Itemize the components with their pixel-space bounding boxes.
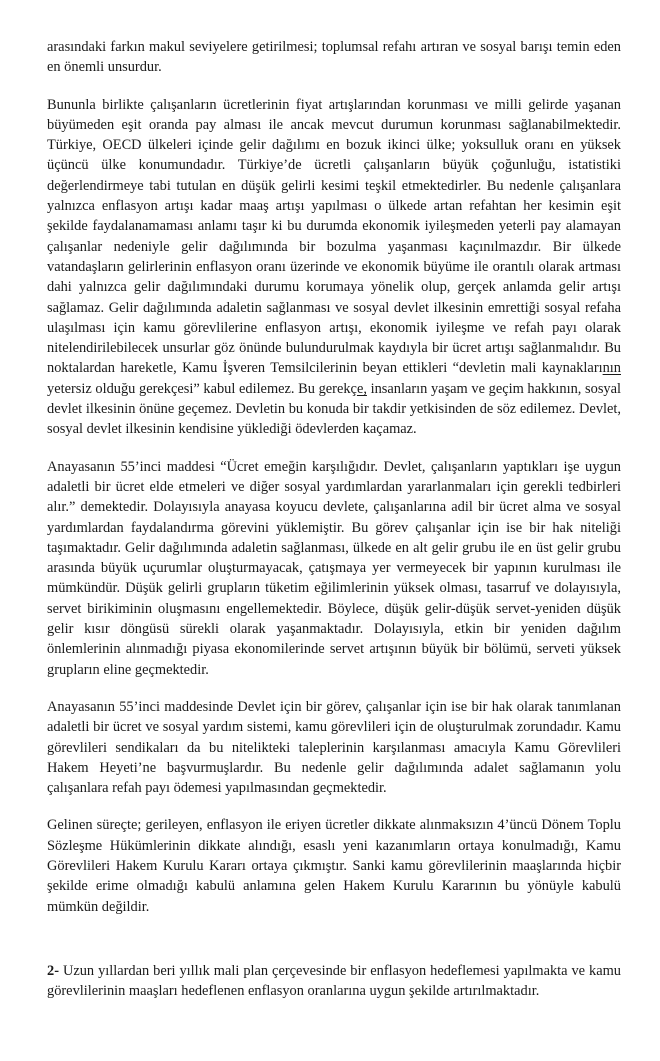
paragraph-text: insanların yaşam ve geçim hakkının, sosyal devlet ilkesinin önüne geçemez. Devletin bu konuda bir takdir yetkisinden de söz edilemez. Devlet, sosyal devlet ilkesinin kendisine yüklediği ödevlerden kaçamaz.: [47, 380, 622, 438]
paragraph-text: Bununla birlikte çalışanların ücretlerinin fiyat artışlarından korunması ve milli gelirde yaşanan büyümeden eşit oranda pay alması ile ancak mevcut durumun korunması sağlanabilmektedir. Türkiye, OECD ülkeleri içinde gelir dağılımı en bozuk ikinci ülke; yoksulluk oranı en yüksek üçüncü ülke konumundadır. Türkiye’de ücretli çalışanların büyük çoğunluğu, istatistiki değerlendirmeye tabi tutulan en düşük gelirli kesimi teşkil etmektedirler. Bu nedenle çalışanlara yalnızca enflasyon artışı kadar maaş artışı yapılması o ülkede artan refahtan her kesimin eşit şekilde faydalanamaması anlamı taşır ki bu durumda ekonomik iyileşmeden yeterli pay alamayan çalışanlar nedeniyle gelir dağılımında bir bozulma yaşanması kaçınılmazdır. Bir ülkede vatandaşların gelirlerinin enflasyon oranı üzerinde ve ekonomik büyüme ile orantılı olarak artması dahi yalnızca gelir dağılımındaki durumu korumaya yönelik olup, gerçek anlamda gelir artışı sağlamaz. Gelir dağılımında adaletin sağlanması ve sosyal devlet ilkesinin emrettiği sosyal refaha ulaşılması için kamu görevlilerine enflasyon artışı, ekonomik iyileşme ve refah payı olarak nitelendirilebilecek unsurlar göz önünde bulundurulmak kaydıyla bir ücret artışı sağlanmalıdır. Bu noktalardan hareketle, Kamu İşveren Temsilcilerinin beyan ettikleri “devletin mali kaynakları: [47, 96, 621, 377]
item-number: 2-: [47, 962, 59, 979]
document-page: [47, 37, 621, 1001]
paragraph-wage-protection: [47, 95, 621, 440]
numbered-item: [47, 961, 621, 1002]
paragraph-constitution-article-55: Anayasanın 55’inci maddesi “Ücret emeğin karşılığıdır. Devlet, çalışanların yaptıkları işe uygun adaletli bir ücret elde etmeleri ve diğer sosyal yardımlardan yararlanmaları için gerekli tedbirleri alır.” demektedir. Dolayısıyla anayasa koyucu devlete, çalışanlarına adil bir ücret alma ve sosyal yardımlardan faydalandırma görevini yüklemiştir. Bu görev çalışanlar için ise bir hak niteliği taşımaktadır. Gelir dağılımında adaletin sağlanması, ülkede en alt gelir grubu ile en üst gelir grubu arasında büyük uçurumlar oluşturmayacak, çatışmaya yer vermeyecek bir yapının kurulması ile mümkündür. Düşük gelirli grupların tüketim eğilimlerinin yüksek olması, tasarruf ve dolayısıyla, servet birikiminin oluşmasını engellemektedir. Böylece, düşük gelir-düşük servet-yeniden düşük gelir kısır döngüsü sürekli olarak yaşanmaktadır. Dolayısıyla, etkin bir yeniden dağılım önlemlerinin alınmadığı piyasa ekonomilerinde servet artışının büyük bir bölümü, serveti yüksek grupların eline geçmektedir.: [47, 458, 621, 678]
paragraph-text: yetersiz olduğu gerekçesi” kabul edilemez. Bu gerekç: [47, 380, 357, 397]
underlined-text: e,: [356, 380, 367, 397]
underlined-text: nın: [602, 360, 621, 377]
paragraph-arbitration-decision: Gelinen süreçte; gerileyen, enflasyon ile eriyen ücretler dikkate alınmaksızın 4’üncü Dönem Toplu Sözleşme Hükümlerinin dikkate alındığı, esaslı yeni kazanımların ortaya konulmadığı, Kamu Görevlileri Hakem Kurulu Kararı ortaya çıkmıştır. Sanki kamu görevlilerinin maaşlarında hiçbir şekilde erime olmadığı kabulü anlamına gelen Hakem Kurulu Kararının bu yönüyle kabulü mümkün değildir.: [47, 817, 621, 915]
paragraph-public-servants: Anayasanın 55’inci maddesinde Devlet için bir görev, çalışanlar için ise bir hak olarak tanımlanan adaletli bir ücret ve sosyal yardım sistemi, kamu görevlileri için de oluşturulmak zorundadır. Kamu görevlileri sendikaları da bu nitelikteki taleplerinin karşılanması amacıyla Kamu Görevlileri Hakem Heyeti’ne başvurmuşlardır. Bu nedenle gelir dağılımında adalet sağlamanın yolu çalışanlara refah payı ödemesi yapılmasından geçmektedir.: [47, 698, 621, 797]
paragraph-continuation: arasındaki farkın makul seviyelere getirilmesi; toplumsal refahı artıran ve sosyal barışı temin eden en önemli unsurdur.: [47, 39, 621, 76]
item-text: Uzun yıllardan beri yıllık mali plan çerçevesinde bir enflasyon hedeflemesi yapılmakta ve kamu görevlilerinin maaşları hedeflenen enflasyon oranlarına uygun şekilde artırılmaktadır.: [47, 962, 621, 1000]
